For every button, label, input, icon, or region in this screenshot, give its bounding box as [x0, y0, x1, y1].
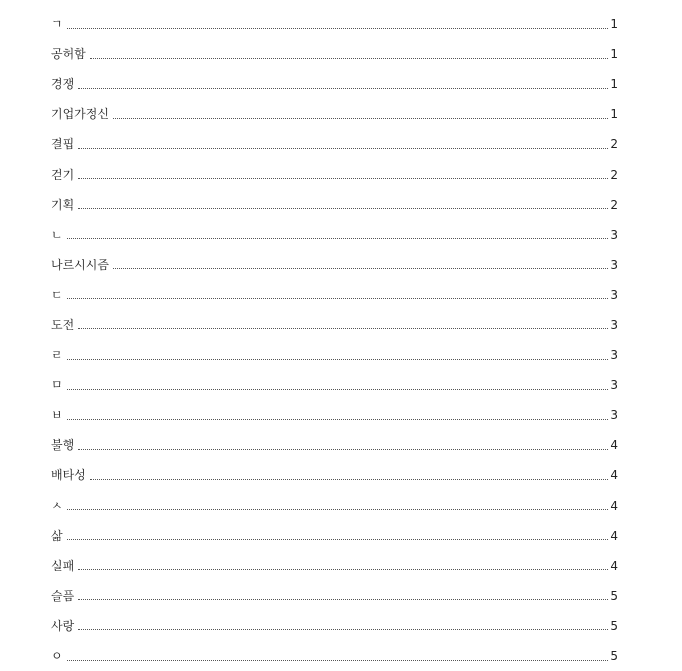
- index-page-number: 4: [610, 558, 618, 573]
- index-page-number: 1: [610, 17, 618, 32]
- index-term: 결핍: [51, 137, 75, 152]
- index-entry[interactable]: [51, 400, 618, 430]
- dot-leader: [67, 28, 609, 29]
- index-term: ㄱ: [51, 17, 63, 32]
- index-entry[interactable]: [51, 551, 618, 581]
- index-term: ㅁ: [51, 378, 63, 393]
- dot-leader: [113, 268, 608, 269]
- index-page-number: 5: [610, 618, 618, 633]
- index-page-number: 4: [610, 468, 618, 483]
- index-page-number: 1: [610, 77, 618, 92]
- dot-leader: [67, 419, 609, 420]
- dot-leader: [78, 599, 608, 600]
- index-entry[interactable]: [51, 69, 618, 99]
- dot-leader: [67, 238, 609, 239]
- index-entry[interactable]: [51, 99, 618, 129]
- index-entry[interactable]: [51, 460, 618, 490]
- index-term: ㅇ: [51, 649, 63, 664]
- index-term: 나르시시즘: [51, 257, 109, 272]
- dot-leader: [67, 389, 609, 390]
- index-term: 삶: [51, 528, 63, 543]
- index-entry[interactable]: [51, 220, 618, 250]
- index-term: 사랑: [51, 618, 75, 633]
- dot-leader: [78, 178, 608, 179]
- dot-leader: [113, 118, 608, 119]
- index-entry[interactable]: [51, 9, 618, 39]
- index-term: 실패: [51, 558, 75, 573]
- index-page-number: 3: [610, 287, 618, 302]
- index-page-number: 3: [610, 348, 618, 363]
- index-list: [51, 9, 618, 671]
- index-term: 배타성: [51, 468, 86, 483]
- index-term: ㄹ: [51, 348, 63, 363]
- dot-leader: [67, 298, 609, 299]
- index-page-number: 4: [610, 438, 618, 453]
- index-entry[interactable]: [51, 129, 618, 159]
- dot-leader: [90, 479, 609, 480]
- index-page-number: 3: [610, 227, 618, 242]
- dot-leader: [67, 359, 609, 360]
- index-term: ㄷ: [51, 287, 63, 302]
- index-page-number: 4: [610, 528, 618, 543]
- index-term: 기업가정신: [51, 107, 109, 122]
- index-page-number: 5: [610, 649, 618, 664]
- index-entry[interactable]: [51, 250, 618, 280]
- dot-leader: [78, 208, 608, 209]
- dot-leader: [90, 58, 609, 59]
- index-entry[interactable]: [51, 641, 618, 671]
- index-entry[interactable]: [51, 611, 618, 641]
- index-page-number: 4: [610, 498, 618, 513]
- index-page-number: 3: [610, 317, 618, 332]
- index-entry[interactable]: [51, 310, 618, 340]
- dot-leader: [78, 328, 608, 329]
- index-page-number: 1: [610, 107, 618, 122]
- dot-leader: [67, 539, 609, 540]
- index-term: 도전: [51, 317, 75, 332]
- index-page-number: 2: [610, 167, 618, 182]
- index-entry[interactable]: [51, 430, 618, 460]
- index-entry[interactable]: [51, 581, 618, 611]
- dot-leader: [78, 449, 608, 450]
- index-term: ㅅ: [51, 498, 63, 513]
- index-page-number: 2: [610, 197, 618, 212]
- index-entry[interactable]: [51, 340, 618, 370]
- index-term: 불행: [51, 438, 75, 453]
- dot-leader: [67, 509, 609, 510]
- dot-leader: [78, 629, 608, 630]
- index-entry[interactable]: [51, 491, 618, 521]
- index-term: ㄴ: [51, 227, 63, 242]
- dot-leader: [78, 569, 608, 570]
- index-page-number: 2: [610, 137, 618, 152]
- index-entry[interactable]: [51, 190, 618, 220]
- index-term: 걷기: [51, 167, 75, 182]
- index-entry[interactable]: [51, 159, 618, 189]
- dot-leader: [78, 88, 608, 89]
- index-term: 기획: [51, 197, 75, 212]
- index-page-number: 3: [610, 378, 618, 393]
- index-term: 공허함: [51, 47, 86, 62]
- index-page-number: 5: [610, 588, 618, 603]
- index-term: 경쟁: [51, 77, 75, 92]
- dot-leader: [67, 660, 609, 661]
- index-page-number: 3: [610, 257, 618, 272]
- index-entry[interactable]: [51, 521, 618, 551]
- dot-leader: [78, 148, 608, 149]
- index-page-number: 1: [610, 47, 618, 62]
- index-term: 슬픔: [51, 588, 75, 603]
- index-term: ㅂ: [51, 408, 63, 423]
- index-entry[interactable]: [51, 280, 618, 310]
- index-entry[interactable]: [51, 39, 618, 69]
- index-entry[interactable]: [51, 370, 618, 400]
- index-page-number: 3: [610, 408, 618, 423]
